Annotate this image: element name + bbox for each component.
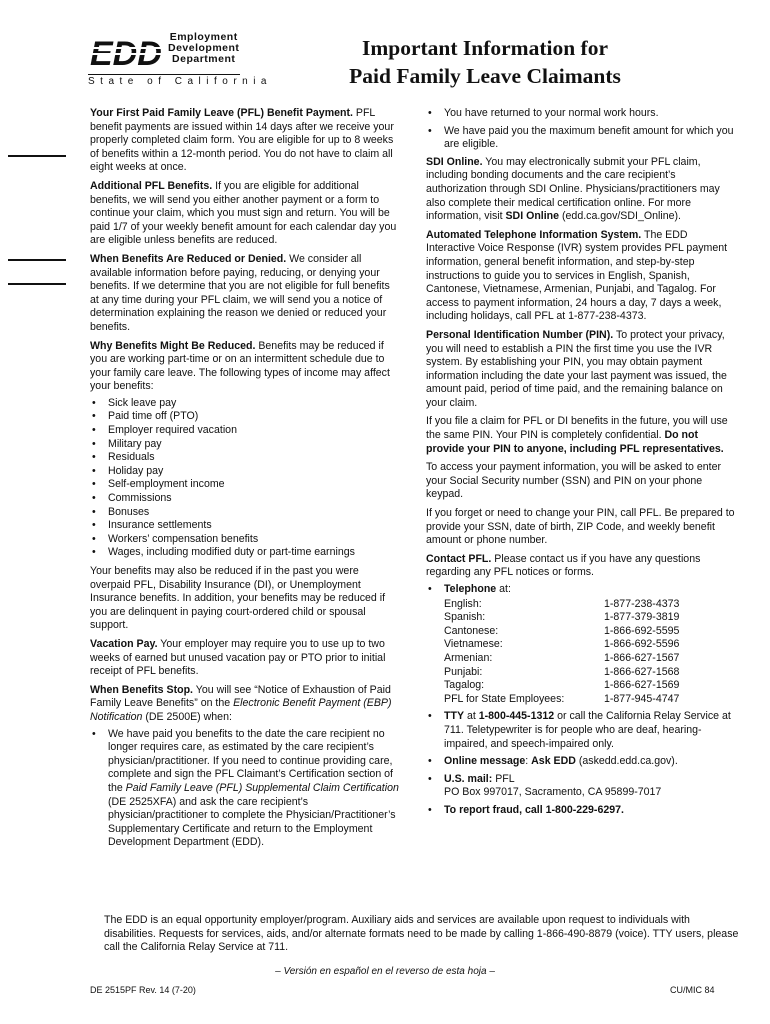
list-item: • Military pay bbox=[90, 438, 401, 452]
paragraph-text: The EDD Interactive Voice Response (IVR) system provides PFL payment information, general benefit information, and step-by-step instructions to guide you to services in English, Spanish, Cantonese, Vietnamese, Armenian, Punjabi, and Tagalog. For access to payment information, 24 hours a day, 7 days a week, including holidays, call PFL at 1-877-238-4373. bbox=[426, 228, 728, 323]
vacation-pay-paragraph bbox=[90, 638, 401, 679]
additional-benefits-paragraph bbox=[90, 180, 401, 248]
paragraph-text: or call the California Relay Service at 711. Teletypewriter is for people who are deaf, hearing-impaired, and speech-impaired only. bbox=[444, 710, 731, 750]
phone-label: English: bbox=[444, 597, 482, 610]
contact-methods-list-continued bbox=[426, 710, 738, 817]
cu-mic-code: CU/MIC 84 bbox=[670, 985, 715, 995]
section-heading: Contact PFL. bbox=[426, 552, 492, 565]
section-heading: Personal Identification Number (PIN). bbox=[426, 328, 614, 341]
phone-number[interactable]: 1-866-692-5596 bbox=[604, 638, 680, 651]
spanish-version-note: – Versión en español en el reverso de esta hoja – bbox=[275, 966, 495, 977]
ask-edd-link[interactable]: Ask EDD bbox=[531, 755, 576, 768]
paragraph-text: at: bbox=[496, 583, 511, 595]
list-item: • Workers’ compensation benefits bbox=[90, 533, 401, 547]
fraud-hotline: To report fraud, call 1-800-229-6297. bbox=[444, 803, 624, 816]
form-title: Electronic Benefit Payment (EBP) Notification bbox=[90, 697, 392, 723]
income-types-list bbox=[90, 397, 401, 560]
list-item: • Paid time off (PTO) bbox=[90, 410, 401, 424]
margin-rule bbox=[8, 259, 66, 261]
sdi-online-paragraph bbox=[426, 156, 738, 224]
contact-method-label: U.S. mail: bbox=[444, 772, 493, 785]
forget-pin-paragraph: If you forget or need to change your PIN, call PFL. Be prepared to provide your SSN, date of birth, ZIP Code, and weekly benefit amount or phone number. bbox=[426, 507, 735, 547]
contact-method-label: Telephone bbox=[444, 583, 497, 595]
right-column bbox=[426, 107, 738, 822]
phone-number[interactable]: 1-877-379-3819 bbox=[604, 611, 680, 624]
list-item: • Residuals bbox=[90, 451, 401, 465]
mailing-address: PO Box 997017, Sacramento, CA 95899-7017 bbox=[444, 786, 662, 799]
section-heading: Why Benefits Might Be Reduced. bbox=[90, 339, 256, 352]
logo-state: State of California bbox=[88, 76, 272, 87]
paragraph-text: Please contact us if you have any questions regarding any PFL notices or forms. bbox=[426, 552, 701, 579]
logo-letters: EDD bbox=[90, 35, 162, 70]
section-heading: Vacation Pay. bbox=[90, 637, 158, 650]
telephone-item bbox=[426, 583, 738, 597]
section-heading: Additional PFL Benefits. bbox=[90, 179, 213, 192]
paragraph-text: (DE 2525XFA) and ask the care recipient’s physician/practitioner to complete the Physician/Practitioner’s Supplementary Certificate and return to the Employment Development Department (EDD). bbox=[108, 795, 396, 849]
phone-number[interactable]: 1-866-627-1568 bbox=[604, 665, 680, 678]
list-item: • Sick leave pay bbox=[90, 397, 401, 411]
page-title bbox=[300, 34, 670, 90]
list-item: • Holiday pay bbox=[90, 465, 401, 479]
paragraph-text: We have paid you benefits to the date the care recipient no longer requires care, as estimated by the care recipient’s physician/practitioner. If you need to continue providing care, complete and sign the PFL Claimant’s Certification section of the bbox=[108, 727, 393, 794]
fraud-item bbox=[426, 804, 738, 818]
pin-warning: Do not provide your PIN to anyone, including PFL representatives. bbox=[426, 429, 724, 455]
paragraph-text: PFL benefit payments are issued within 14 days after we receive your properly completed claim form. You are eligible for up to 8 weeks of benefits within a 12-month period. You do not have to claim all eight weeks at once. bbox=[90, 107, 394, 174]
margin-rule bbox=[8, 283, 66, 285]
paragraph-text: Benefits may be reduced if you are working part-time or on an intermittent schedule due to your family care leave. The following types of income may affect your benefits: bbox=[90, 339, 390, 393]
first-payment-paragraph bbox=[90, 107, 401, 175]
contact-method-label: TTY bbox=[444, 710, 465, 723]
list-item bbox=[90, 728, 401, 850]
list-item: • We have paid you the maximum benefit amount for which you are eligible. bbox=[426, 125, 738, 152]
phone-number[interactable]: 1-866-692-5595 bbox=[604, 624, 680, 637]
left-column bbox=[90, 107, 401, 850]
list-item: • Commissions bbox=[90, 492, 401, 506]
section-heading: SDI Online. bbox=[426, 155, 483, 168]
list-item: • Insurance settlements bbox=[90, 519, 401, 533]
paragraph-text: To protect your privacy, you will need to establish a PIN the first time you use the IVR system. By establishing your PIN, you may obtain payment information including the date your last payment was issued, the amount paid, period of time paid, and the remaining balance on your claim. bbox=[426, 328, 727, 409]
phone-numbers-table bbox=[444, 598, 738, 707]
list-item: • Employer required vacation bbox=[90, 424, 401, 438]
list-item: • Bonuses bbox=[90, 506, 401, 520]
section-heading: Automated Telephone Information System. bbox=[426, 228, 642, 241]
paragraph-text: Your employer may require you to use up to two weeks of earned but unused vacation pay or PTO prior to initial receipt of PFL benefits. bbox=[90, 637, 386, 678]
reduced-denied-paragraph bbox=[90, 253, 401, 335]
paragraph-text: : bbox=[525, 755, 532, 768]
logo-line: Department bbox=[172, 53, 236, 65]
sdi-online-link[interactable]: SDI Online bbox=[505, 210, 560, 223]
contact-paragraph bbox=[426, 553, 738, 580]
benefits-stop-paragraph bbox=[90, 684, 401, 725]
phone-label: Tagalog: bbox=[444, 679, 485, 692]
phone-label: Armenian: bbox=[444, 651, 493, 664]
paragraph-text: (edd.ca.gov/SDI_Online). bbox=[559, 210, 681, 223]
phone-number[interactable]: 1-877-945-4747 bbox=[604, 692, 680, 705]
paragraph-text: at bbox=[464, 710, 479, 723]
phone-label: PFL for State Employees: bbox=[444, 692, 565, 705]
title-line: Important Information for bbox=[361, 36, 609, 60]
edd-logo bbox=[88, 30, 272, 88]
list-item: • Wages, including modified duty or part-time earnings bbox=[90, 546, 401, 560]
phone-label: Vietnamese: bbox=[444, 638, 503, 651]
benefits-stop-list-continued bbox=[426, 107, 738, 152]
paragraph-text: You may electronically submit your PFL claim, including bonding documents and the care recipient’s authorization through SDI Online. Physicians/practitioners may also complete their medical certification online. For more information, visit bbox=[426, 155, 720, 223]
why-reduced-paragraph bbox=[90, 340, 401, 394]
section-heading: Your First Paid Family Leave (PFL) Benefit Payment. bbox=[90, 107, 353, 119]
pin-paragraph bbox=[426, 329, 738, 411]
phone-number[interactable]: 1-877-238-4373 bbox=[604, 597, 680, 610]
paragraph-text: (DE 2500E) when: bbox=[142, 710, 232, 723]
form-number: DE 2515PF Rev. 14 (7-20) bbox=[90, 985, 196, 995]
paragraph-text: If you file a claim for PFL or DI benefits in the future, you will use the same PIN. Your PIN is completely confidential. bbox=[426, 415, 728, 442]
tty-item bbox=[426, 710, 738, 751]
paragraph-text: (askedd.edd.ca.gov). bbox=[575, 755, 678, 768]
also-reduced-paragraph: Your benefits may also be reduced if in the past you were overpaid PFL, Disability Insurance (DI), or Unemployment Insurance benefits. In addition, your benefits may be reduced if you are delinquent in paying court-ordered child or spousal support. bbox=[90, 565, 386, 632]
contact-methods-list bbox=[426, 583, 738, 597]
access-paragraph: To access your payment information, you will be asked to enter your Social Security number (SSN) and PIN on your phone keypad. bbox=[426, 461, 722, 501]
equal-opportunity-statement: The EDD is an equal opportunity employer/program. Auxiliary aids and services are available upon request to individuals with disabilities. Requests for services, aids, and/or alternate formats need to be made by calling 1-866-490-8879 (voice). TTY users, please call the California Relay Service at 711. bbox=[104, 914, 739, 953]
phone-number[interactable]: 1-866-627-1567 bbox=[604, 651, 680, 664]
edd-logo-mark bbox=[88, 34, 166, 70]
ivr-paragraph bbox=[426, 229, 738, 324]
mail-item bbox=[426, 773, 738, 800]
tty-number[interactable]: 1-800-445-1312 bbox=[478, 710, 555, 723]
title-line: Paid Family Leave Claimants bbox=[349, 64, 621, 88]
list-item: • Self-employment income bbox=[90, 478, 401, 492]
phone-label: Punjabi: bbox=[444, 665, 483, 678]
logo-line: Development bbox=[168, 42, 240, 54]
margin-rule bbox=[8, 155, 66, 157]
phone-number[interactable]: 1-866-627-1569 bbox=[604, 679, 680, 692]
paragraph-text: PFL bbox=[492, 772, 515, 785]
logo-department-name bbox=[168, 32, 239, 65]
form-title: Paid Family Leave (PFL) Supplemental Claim Certification bbox=[125, 781, 399, 794]
phone-label: Cantonese: bbox=[444, 624, 499, 637]
logo-line: Employment bbox=[169, 31, 238, 43]
paragraph-text: We consider all available information before paying, reducing, or denying your benefits. If we determine that you are not eligible for full benefits at any time during your PFL claim, we will send you a notice of determination explaining the reason we denied or reduced your benefits. bbox=[90, 252, 390, 333]
phone-label: Spanish: bbox=[444, 611, 486, 624]
contact-method-label: Online message bbox=[444, 755, 526, 768]
list-item: • You have returned to your normal work hours. bbox=[426, 107, 738, 121]
section-heading: When Benefits Are Reduced or Denied. bbox=[90, 252, 287, 265]
paragraph-text: If you are eligible for additional benefits, we will send you either another payment or a form to continue your claim, which you must sign and return. You will be paid 1/7 of your weekly benefit amount for each calendar day you are eligible unless benefits are reduced. bbox=[90, 179, 397, 247]
pin-future-paragraph bbox=[426, 415, 738, 456]
online-message-item bbox=[426, 755, 738, 769]
benefits-stop-list bbox=[90, 728, 401, 850]
paragraph-text: You will see “Notice of Exhaustion of Paid Family Leave Benefits” on the bbox=[90, 683, 391, 710]
section-heading: When Benefits Stop. bbox=[90, 683, 193, 696]
